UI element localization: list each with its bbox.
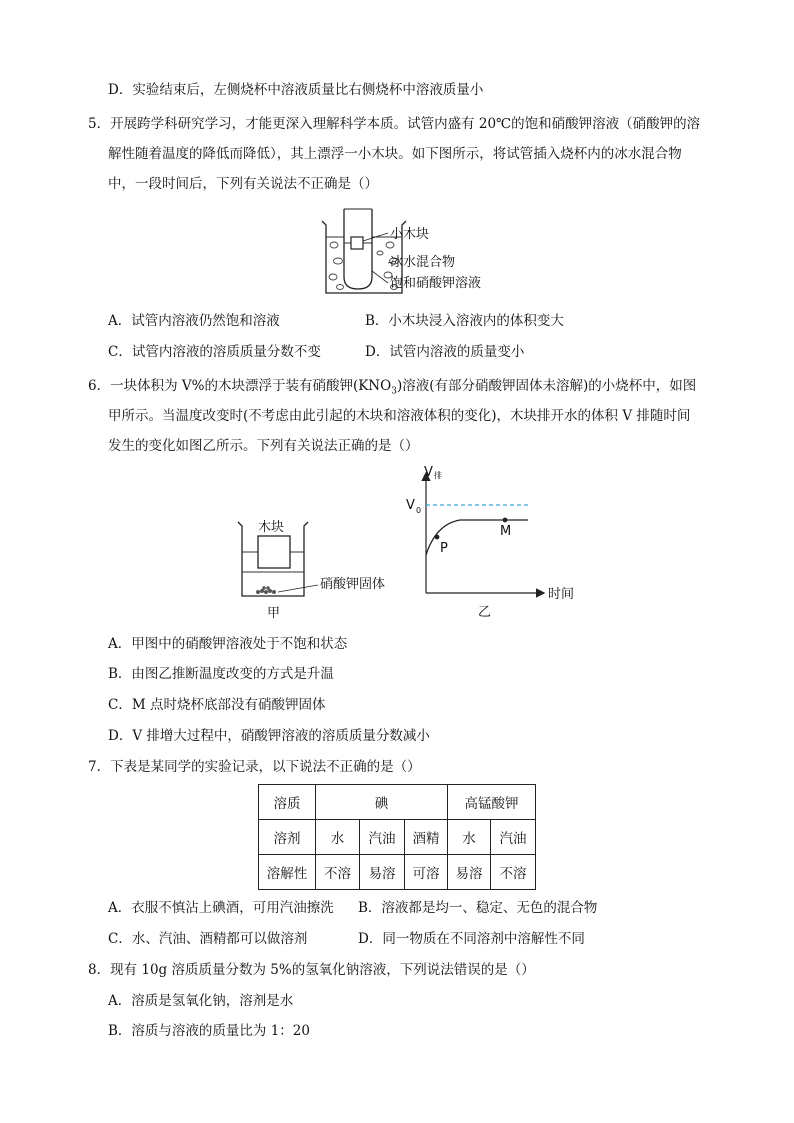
q6-fig-solid-label: 硝酸钾固体 [320,577,386,592]
q6-option-a: A．甲图中的硝酸钾溶液处于不饱和状态 [108,636,348,652]
q6-option-d: D．V 排增大过程中，硝酸钾溶液的溶质质量分数减小 [108,728,430,744]
point-p-label: P [440,541,448,556]
q8-option-a: A．溶质是氢氧化钠，溶剂是水 [108,993,294,1009]
q5-stem-line3: 中，一段时间后，下列有关说法不正确是（） [108,176,378,192]
solvent-cell: 汽油 [360,820,405,855]
v0-sub: 0 [416,506,422,515]
q5-stem-line1: 5．开展跨学科研究学习，才能更深入理解科学本质。试管内盛有 20℃的饱和硝酸钾溶液（硝酸钾的溶 [88,116,701,132]
point-m-label: M [500,524,512,539]
q5-stem-line2: 解性随着温度的降低而降低），其上漂浮一小木块。如下图所示，将试管插入烧杯内的冰水混合物 [108,146,682,162]
q8-option-b: B．溶质与溶液的质量比为 1：20 [108,1023,310,1039]
q7-option-b: B．溶液都是均一、稳定、无色的混合物 [358,900,598,916]
q5-option-c: C．试管内溶液的溶质质量分数不变 [108,344,321,360]
q6-stem-line1-pre: 6．一块体积为 V%的木块漂浮于装有硝酸钾(KNO [88,378,392,394]
header-solvent: 溶剂 [259,820,316,855]
q8-stem: 8．现有 10g 溶质质量分数为 5%的氢氧化钠溶液，下列说法错误的是（） [88,962,535,978]
point-p-dot [435,535,440,540]
q4-option-d: D．实验结束后，左侧烧杯中溶液质量比右侧烧杯中溶液质量小 [108,82,484,98]
table-row [259,820,536,855]
q5-fig-label-block: 小木块 [390,227,430,242]
q5-fig-label-solution: 饱和硝酸钾溶液 [390,276,482,291]
y-axis-label: V [424,465,433,480]
q6-figure-jia [230,516,405,624]
q6-stem-line2: 甲所示。当温度改变时(不考虑由此引起的木块和溶液体积的变化)，木块排开水的体积 V 排随时间 [108,408,691,424]
solubility-cell: 易溶 [448,855,491,890]
q7-option-d: D．同一物质在不同溶剂中溶解性不同 [358,931,585,947]
q7-solubility-table [258,784,536,890]
solubility-cell: 可溶 [405,855,448,890]
solvent-cell: 水 [448,820,491,855]
solubility-cell: 易溶 [360,855,405,890]
x-axis-label: 时间 [548,587,575,602]
table-row [259,785,536,820]
header-solubility: 溶解性 [259,855,316,890]
header-kmno4: 高锰酸钾 [448,785,536,820]
q6-figure-yi [398,462,598,622]
q5-figure-beaker [318,205,518,300]
q7-stem: 7．下表是某同学的实验记录，以下说法不正确的是（） [88,759,421,775]
y-axis-sub: 排 [434,471,442,480]
solubility-cell: 不溶 [316,855,360,890]
q6-option-b: B．由图乙推断温度改变的方式是升温 [108,666,334,682]
q5-fig-label-icewater: 冰水混合物 [390,255,456,270]
solvent-cell: 酒精 [405,820,448,855]
q6-stem-line1-post: )溶液(有部分硝酸钾固体未溶解)的小烧杯中，如图 [396,378,697,394]
q6-fig-block-label: 木块 [258,520,285,535]
table-row [259,855,536,890]
point-m-dot [503,518,508,523]
q5-option-d: D．试管内溶液的质量变小 [365,344,525,360]
q7-option-a: A．衣服不慎沾上碘酒，可用汽油擦洗 [108,900,334,916]
q6-stem-line3: 发生的变化如图乙所示。下列有关说法正确的是（） [108,438,419,454]
solvent-cell: 汽油 [491,820,536,855]
header-iodine: 碘 [316,785,448,820]
q6-option-c: C．M 点时烧杯底部没有硝酸钾固体 [108,697,326,713]
v0-label: V [406,498,415,513]
q6-fig-jia-caption: 甲 [267,606,281,621]
q6-stem-line1 [88,376,696,402]
q5-option-b: B．小木块浸入溶液内的体积变大 [365,313,564,329]
solvent-cell: 水 [316,820,360,855]
solubility-cell: 不溶 [491,855,536,890]
header-solute: 溶质 [259,785,316,820]
q7-option-c: C．水、汽油、酒精都可以做溶剂 [108,931,308,947]
q5-option-a: A．试管内溶液仍然饱和溶液 [108,313,280,329]
q6-stem-line1-sub: 3 [391,386,397,397]
q6-fig-yi-caption: 乙 [478,605,492,620]
